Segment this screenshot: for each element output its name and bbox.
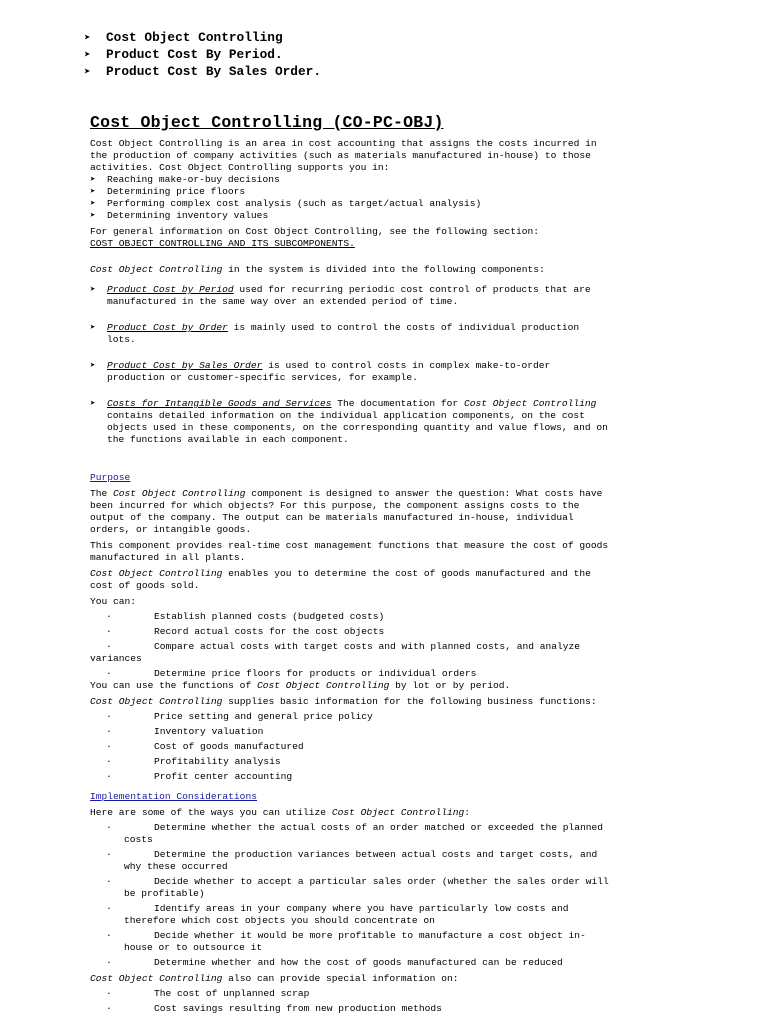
list-item: · Inventory valuation — [90, 726, 610, 738]
component-link[interactable]: Product Cost by Sales Order — [107, 360, 263, 371]
dot-bullet-icon: · — [106, 849, 112, 860]
you-can-list — [90, 611, 610, 680]
dot-bullet-icon: · — [106, 876, 112, 887]
list-item: · Determine whether and how the cost of goods manufactured can be reduced — [90, 957, 610, 969]
purpose-paragraph: Cost Object Controlling enables you to determine the cost of goods manufactured and the cost of goods sold. — [90, 568, 591, 591]
list-item: ➤ Reaching make-or-buy decisions — [90, 174, 280, 185]
main-content — [90, 113, 610, 1015]
business-functions-list — [90, 711, 610, 783]
list-item: · Price setting and general price policy — [90, 711, 610, 723]
dot-bullet-icon: · — [106, 626, 112, 637]
component-item: ➤ Product Cost by Period used for recurring periodic cost control of products that are manufactured in the same way over an extended period of time. — [90, 284, 591, 307]
arrow-bullet-icon: ➤ — [90, 361, 96, 371]
component-item: ➤ Product Cost by Order is mainly used to control the costs of individual production lots. — [90, 322, 580, 345]
list-item: ➤ Determining price floors — [90, 186, 246, 197]
dot-bullet-icon: · — [106, 988, 112, 999]
arrow-bullet-icon: ➤ — [90, 175, 96, 185]
list-item: · Compare actual costs with target costs and with planned costs, and analyze variances — [90, 641, 581, 664]
special-info-list — [90, 988, 610, 1015]
functions-line: You can use the functions of Cost Object Controlling by lot or by period. — [90, 680, 511, 691]
component-link[interactable]: Product Cost by Order — [107, 322, 228, 333]
special-info-line: Cost Object Controlling also can provide special information on: — [90, 973, 459, 984]
dot-bullet-icon: · — [106, 741, 112, 752]
arrow-bullet-icon: ➤ — [84, 66, 91, 79]
arrow-bullet-icon: ➤ — [90, 323, 96, 333]
toc-item[interactable]: ➤ Cost Object Controlling — [84, 30, 283, 45]
section-link[interactable]: COST OBJECT CONTROLLING AND ITS SUBCOMPONENTS. — [90, 238, 355, 249]
dot-bullet-icon: · — [106, 903, 112, 914]
arrow-bullet-icon: ➤ — [90, 187, 96, 197]
dot-bullet-icon: · — [106, 756, 112, 767]
implementation-heading-link[interactable]: Implementation Considerations — [90, 791, 257, 802]
list-item: ➤ Determining inventory values — [90, 210, 269, 221]
arrow-bullet-icon: ➤ — [90, 285, 96, 295]
implementation-intro: Here are some of the ways you can utilize Cost Object Controlling: — [90, 807, 470, 818]
dot-bullet-icon: · — [106, 711, 112, 722]
component-link[interactable]: Product Cost by Period — [107, 284, 234, 295]
arrow-bullet-icon: ➤ — [84, 32, 91, 45]
supplies-line: Cost Object Controlling supplies basic information for the following business functions: — [90, 696, 597, 707]
arrow-bullet-icon: ➤ — [90, 199, 96, 209]
list-item: · Record actual costs for the cost objects — [90, 626, 610, 638]
component-item: ➤ Product Cost by Sales Order is used to control costs in complex make-to-order production or customer-specific services, for example. — [90, 360, 551, 383]
list-item: ➤ Performing complex cost analysis (such as target/actual analysis) — [90, 198, 482, 209]
arrow-bullet-icon: ➤ — [90, 211, 96, 221]
dot-bullet-icon: · — [106, 641, 112, 652]
list-item: · Determine the production variances between actual costs and target costs, and why these occurred — [90, 849, 610, 873]
list-item: · Decide whether to accept a particular sales order (whether the sales order will be profitable) — [90, 876, 610, 900]
list-item: · Determine price floors for products or individual orders — [90, 668, 610, 680]
list-item: · The cost of unplanned scrap — [90, 988, 610, 1000]
list-item: · Decide whether it would be more profitable to manufacture a cost object in- house or to outsource it — [90, 930, 610, 954]
intro-paragraph: Cost Object Controlling is an area in cost accounting that assigns the costs incurred in the production of company activities (such as materials manufactured in-house) to those activities. Cost Object Controlling supports you in: — [90, 138, 597, 173]
toc-item[interactable]: ➤ Product Cost By Sales Order. — [84, 64, 322, 79]
dot-bullet-icon: · — [106, 957, 112, 968]
list-item: · Profitability analysis — [90, 756, 610, 768]
you-can-label: You can: — [90, 596, 137, 607]
page-title: Cost Object Controlling (CO-PC-OBJ) — [90, 113, 444, 132]
dot-bullet-icon: · — [106, 771, 112, 782]
arrow-bullet-icon: ➤ — [84, 49, 91, 62]
divided-text: Cost Object Controlling in the system is divided into the following components: — [90, 264, 545, 275]
purpose-paragraph: This component provides real-time cost management functions that measure the cost of goods manufactured in all plants. — [90, 540, 609, 563]
list-item: · Determine whether the actual costs of an order matched or exceeded the planned costs — [90, 822, 610, 846]
supports-list — [90, 174, 610, 222]
component-item: ➤ Costs for Intangible Goods and Services The documentation for Cost Object Controlling contains detailed information on the individual application components, on the cost objects used in these components, on the corresponding quantity and value flows, and on the functions available in each component. — [90, 398, 608, 445]
list-item: · Profit center accounting — [90, 771, 610, 783]
list-item: · Cost savings resulting from new production methods — [90, 1003, 610, 1015]
toc-item[interactable]: ➤ Product Cost By Period. — [84, 47, 283, 62]
dot-bullet-icon: · — [106, 668, 112, 679]
component-link[interactable]: Costs for Intangible Goods and Services — [107, 398, 332, 409]
dot-bullet-icon: · — [106, 822, 112, 833]
list-item: · Cost of goods manufactured — [90, 741, 610, 753]
list-item: · Establish planned costs (budgeted costs) — [90, 611, 610, 623]
dot-bullet-icon: · — [106, 1003, 112, 1014]
implementation-list — [90, 822, 610, 969]
purpose-heading-link[interactable]: Purpose — [90, 472, 131, 483]
arrow-bullet-icon: ➤ — [90, 399, 96, 409]
table-of-contents — [84, 29, 321, 80]
dot-bullet-icon: · — [106, 726, 112, 737]
purpose-paragraph: The Cost Object Controlling component is designed to answer the question: What costs have been incurred for which objects? For this purpose, the component assigns costs to the output of the company. The output can be materials manufactured in-house, individual orders, or intangible goods. — [90, 488, 603, 535]
list-item: · Identify areas in your company where you have particularly low costs and therefore which cost objects you should concentrate on — [90, 903, 610, 927]
dot-bullet-icon: · — [106, 930, 112, 941]
dot-bullet-icon: · — [106, 611, 112, 622]
general-info-text: For general information on Cost Object Controlling, see the following section: — [90, 226, 540, 237]
